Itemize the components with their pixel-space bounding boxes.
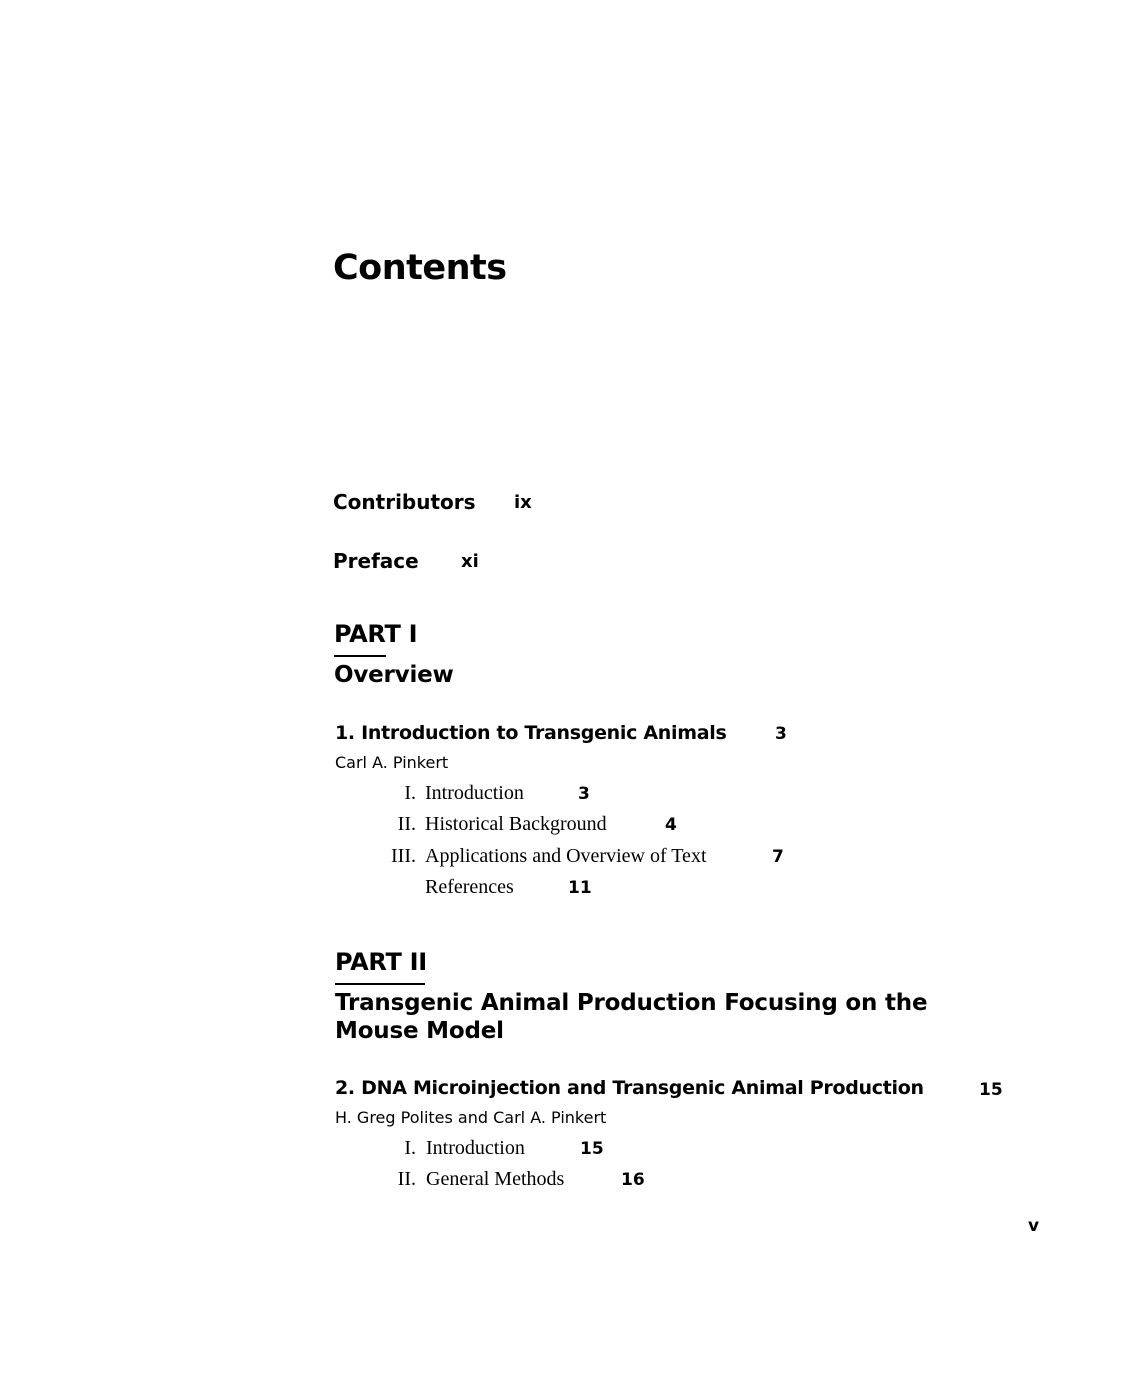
section-number: I.: [404, 1137, 416, 1159]
chapter-authors: Carl A. Pinkert: [335, 753, 449, 772]
part-label: PART I: [334, 620, 418, 648]
section-page: 11: [568, 878, 592, 898]
section-title[interactable]: Introduction: [425, 782, 524, 804]
toc-page-contributors: ix: [514, 492, 532, 513]
chapter-authors: H. Greg Polites and Carl A. Pinkert: [335, 1108, 607, 1127]
page-number: v: [1028, 1216, 1040, 1236]
section-page: 3: [578, 784, 590, 804]
section-title[interactable]: Introduction: [426, 1137, 525, 1159]
chapter-title[interactable]: 2. DNA Microinjection and Transgenic Animal Production: [335, 1077, 924, 1099]
section-title[interactable]: General Methods: [426, 1168, 565, 1190]
section-number: II.: [397, 1168, 416, 1190]
page-title: Contents: [333, 248, 507, 288]
part-title-line: Mouse Model: [335, 1018, 504, 1044]
section-number: I.: [404, 782, 416, 804]
section-title[interactable]: References: [425, 876, 514, 898]
section-page: 15: [580, 1139, 604, 1159]
section-page: 7: [772, 847, 784, 867]
section-number: II.: [397, 813, 416, 835]
toc-page-preface: xi: [461, 551, 479, 572]
section-title[interactable]: Applications and Overview of Text: [425, 845, 707, 867]
part-title-line: Overview: [334, 662, 454, 688]
chapter-page: 3: [775, 724, 787, 744]
section-page: 16: [621, 1170, 645, 1190]
section-title[interactable]: Historical Background: [425, 813, 607, 835]
chapter-page: 15: [979, 1080, 1003, 1100]
chapter-title[interactable]: 1. Introduction to Transgenic Animals: [335, 722, 727, 744]
toc-entry-contributors[interactable]: Contributors: [333, 490, 476, 514]
part-rule: [334, 655, 386, 657]
section-page: 4: [665, 815, 677, 835]
part-title-line: Transgenic Animal Production Focusing on the: [335, 990, 928, 1016]
toc-entry-preface[interactable]: Preface: [333, 549, 419, 573]
part-label: PART II: [335, 948, 427, 976]
part-rule: [335, 983, 425, 985]
section-number: III.: [391, 845, 416, 867]
